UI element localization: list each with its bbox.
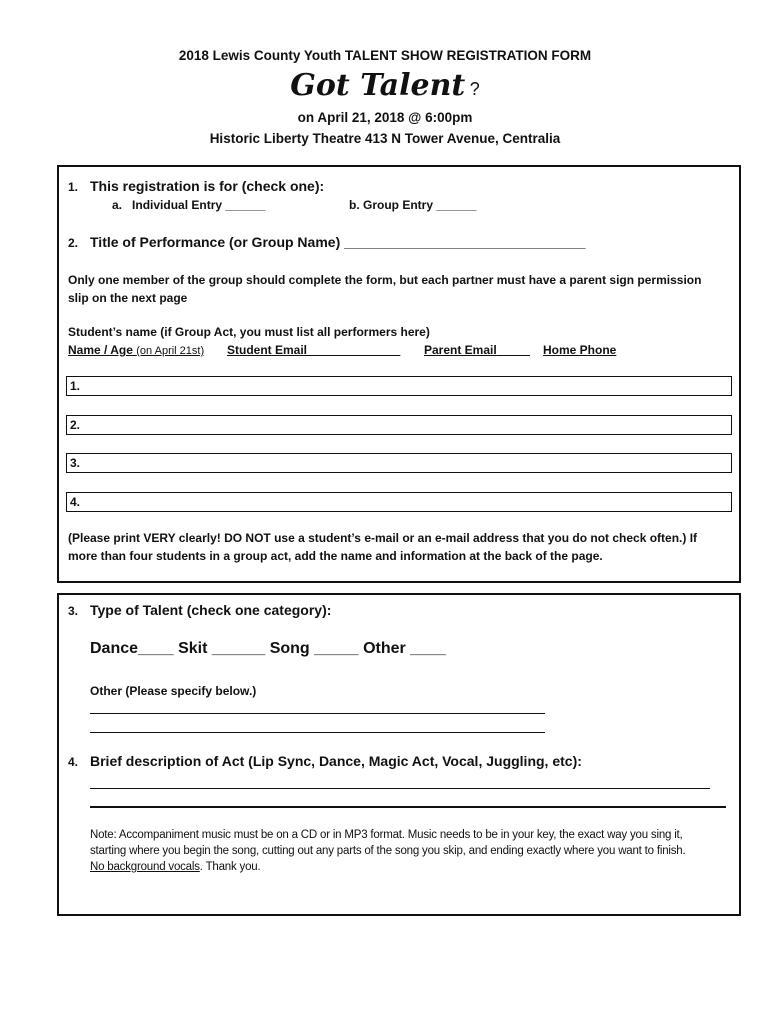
music-note-line-1: Note: Accompaniment music must be on a CD or in MP3 format. Music needs to be in your key, the exact way you sing it, — [90, 829, 683, 841]
question-1-number: 1. — [68, 180, 79, 194]
question-2-number: 2. — [68, 236, 79, 250]
description-line-2[interactable] — [90, 806, 726, 808]
music-note-line-2: starting where you begin the song, cutting out any parts of the song you skip, and ending exactly where you want to finish. — [90, 845, 686, 857]
student-row-3[interactable]: 3. — [66, 453, 732, 473]
question-3-text: Type of Talent (check one category): — [90, 602, 332, 618]
question-1-text: This registration is for (check one): — [90, 178, 325, 194]
student-row-1[interactable]: 1. — [66, 376, 732, 396]
registration-section — [57, 165, 741, 583]
col-name-age: Name / Age (on April 21st) — [68, 343, 205, 357]
date-line: on April 21, 2018 @ 6:00pm — [297, 110, 473, 125]
question-1 — [68, 178, 324, 194]
show-title — [0, 68, 770, 103]
question-3-number: 3. — [68, 604, 79, 618]
col-home-phone: Home Phone — [543, 343, 617, 357]
other-specify-line-1[interactable] — [90, 713, 545, 714]
option-a-text: Individual Entry ______ — [132, 198, 266, 212]
col-parent-email: Parent Email — [424, 343, 497, 357]
show-title-text: Got Talent — [290, 68, 466, 103]
music-note — [90, 827, 730, 875]
form-title: 2018 Lewis County Youth TALENT SHOW REGISTRATION FORM — [178, 48, 592, 63]
question-3 — [68, 602, 331, 618]
print-note-line-2: more than four students in a group act, add the name and information at the back of the page. — [68, 549, 603, 563]
talent-categories[interactable]: Dance____ Skit ______ Song _____ Other ____ — [90, 640, 446, 657]
music-note-end: . Thank you. — [199, 861, 261, 873]
option-individual[interactable] — [112, 198, 265, 212]
music-note-line-3 — [90, 859, 730, 875]
student-row-4[interactable]: 4. — [66, 492, 732, 512]
question-2-text[interactable]: Title of Performance (or Group Name) _______________________________ — [90, 234, 586, 250]
option-group[interactable]: b. Group Entry ______ — [349, 198, 477, 212]
print-note-line-1: (Please print VERY clearly! DO NOT use a student’s e-mail or an e-mail address that you do not check often.) If — [68, 531, 698, 545]
col-name-note: (on April 21st) — [136, 345, 205, 357]
question-4-number: 4. — [68, 755, 79, 769]
col-student-email: Student Email — [227, 343, 308, 357]
partner-note-line-1: Only one member of the group should complete the form, but each partner must have a parent sign permission — [68, 273, 702, 287]
show-title-mark: ? — [469, 79, 480, 99]
partner-note-line-2: slip on the next page — [68, 291, 188, 305]
student-row-2[interactable]: 2. — [66, 415, 732, 435]
description-line-1[interactable] — [90, 788, 710, 789]
other-specify-line-2[interactable] — [90, 732, 545, 733]
option-a-letter: a. — [112, 198, 123, 212]
question-4 — [68, 753, 582, 769]
question-2 — [68, 234, 586, 250]
other-specify-label: Other (Please specify below.) — [90, 684, 257, 698]
no-background-vocals: No background vocals — [90, 861, 200, 873]
question-4-text: Brief description of Act (Lip Sync, Dance, Magic Act, Vocal, Juggling, etc): — [90, 753, 582, 769]
student-columns-header — [68, 343, 734, 359]
venue-line: Historic Liberty Theatre 413 N Tower Avenue, Centralia — [209, 131, 561, 146]
students-heading: Student’s name (if Group Act, you must list all performers here) — [68, 325, 430, 339]
